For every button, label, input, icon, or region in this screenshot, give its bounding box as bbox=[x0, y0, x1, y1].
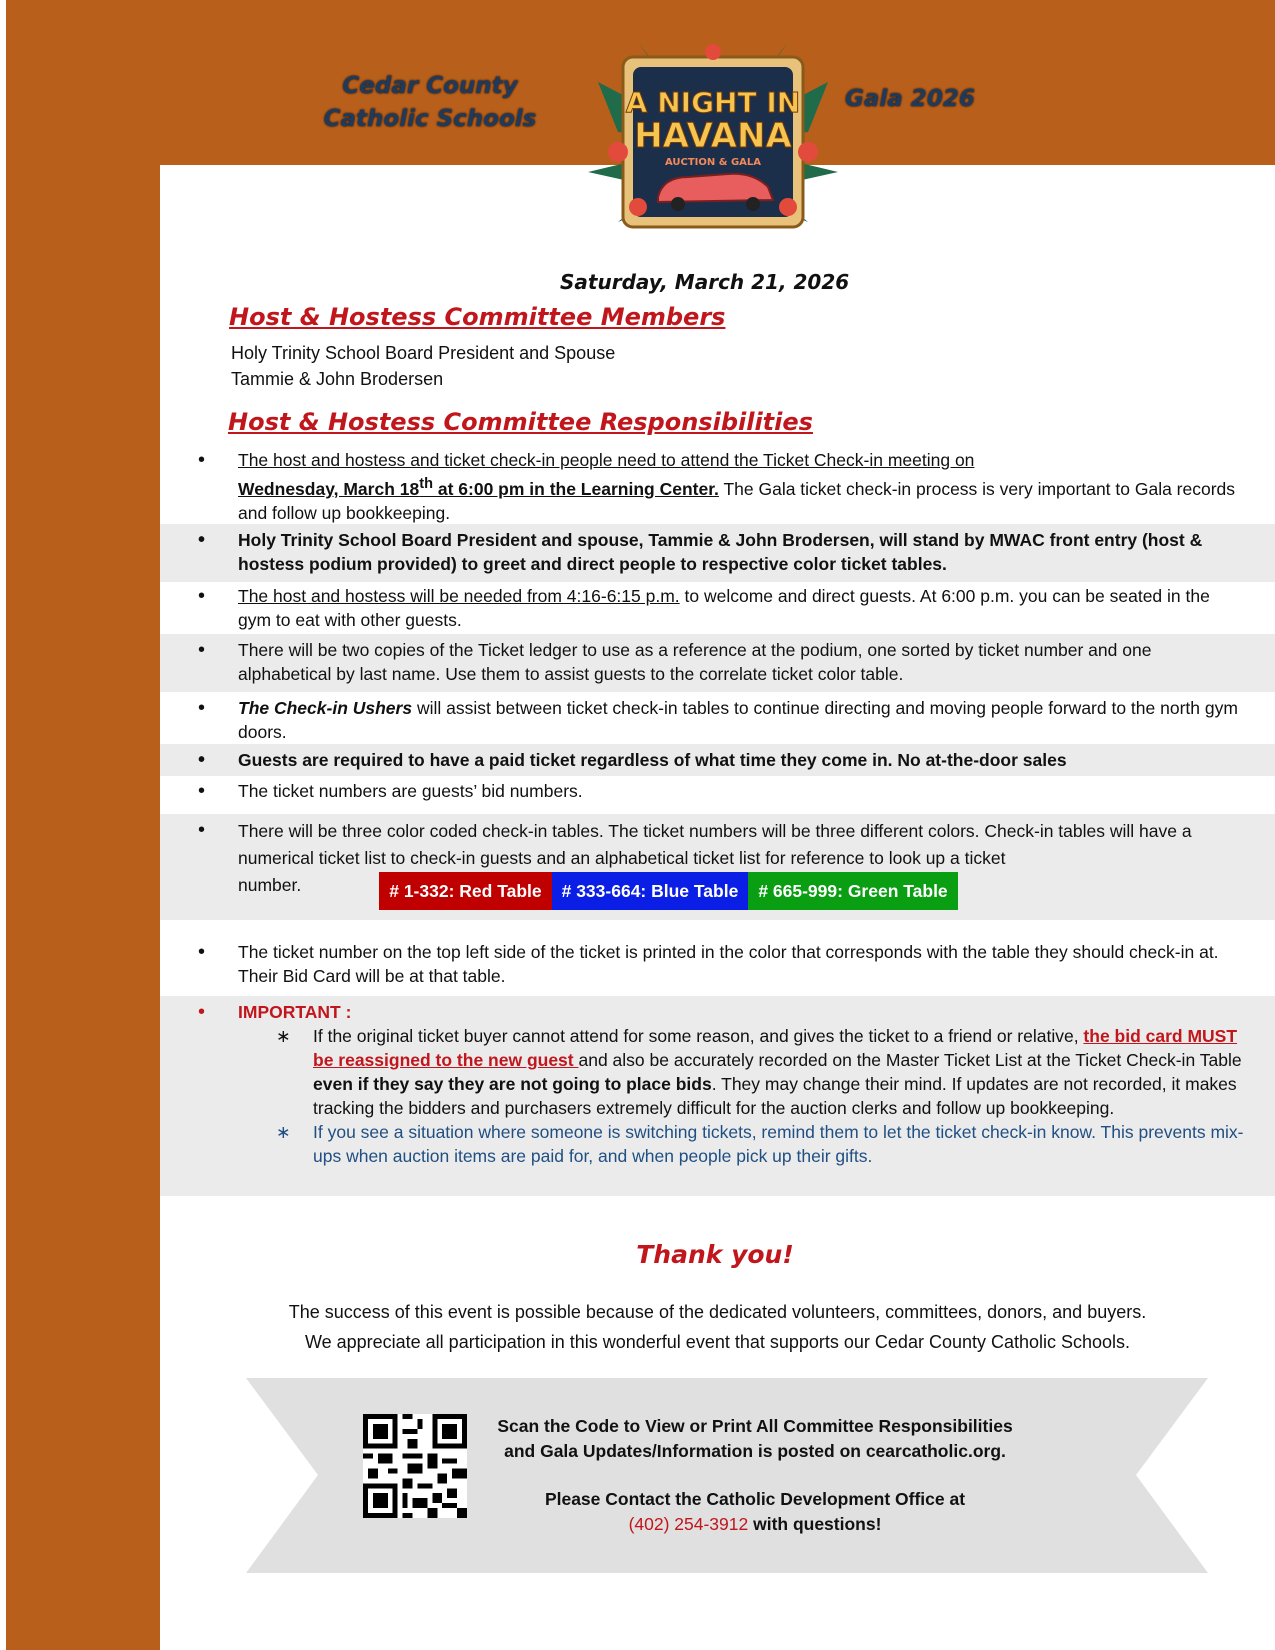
list-item bbox=[160, 779, 1275, 803]
list-item bbox=[160, 696, 1275, 744]
list-item bbox=[160, 744, 1275, 776]
bullet-icon: • bbox=[198, 585, 206, 607]
footer-line: and Gala Updates/Information is posted on cearcatholic.org. bbox=[504, 1441, 1006, 1461]
org-line-2: Catholic Schools bbox=[323, 106, 537, 132]
thank-you-heading: Thank you! bbox=[636, 1240, 794, 1269]
gala-year: Gala 2026 bbox=[845, 86, 975, 112]
footer-line: Please Contact the Catholic Development Office at bbox=[544, 1489, 966, 1509]
list-item bbox=[160, 448, 1275, 525]
sub-item: ∗ If you see a situation where someone is switching tickets, remind them to let the ticket check-in know. This prevents mix-ups when auction items are paid for, and when people pick up their gifts. bbox=[276, 1122, 1244, 1166]
list-item bbox=[160, 524, 1275, 582]
event-date: Saturday, March 21, 2026 bbox=[560, 270, 850, 294]
blue-table-badge: # 333-664: Blue Table bbox=[552, 872, 749, 910]
list-item bbox=[160, 634, 1275, 692]
svg-text:HAVANA: HAVANA bbox=[634, 116, 792, 156]
bullet-icon: • bbox=[198, 819, 206, 841]
members-heading: Host & Hostess Committee Members bbox=[229, 303, 726, 331]
closing-text bbox=[160, 1297, 1275, 1357]
bullet-icon: • bbox=[198, 1001, 206, 1023]
svg-text:AUCTION & GALA: AUCTION & GALA bbox=[664, 157, 762, 168]
item-text: to welcome and direct guests. At 6:00 p.m. you can be seated in the gym to eat with other guests. bbox=[238, 586, 1210, 630]
green-table-badge: # 665-999: Green Table bbox=[748, 872, 957, 910]
closing-line: We appreciate all participation in this wonderful event that supports our Cedar County Catholic Schools. bbox=[304, 1332, 1131, 1352]
responsibilities-heading: Host & Hostess Committee Responsibilities bbox=[228, 408, 813, 436]
important-label: IMPORTANT : bbox=[238, 1002, 352, 1022]
bullet-icon: • bbox=[198, 941, 206, 963]
item-text: The Check-in Ushers bbox=[238, 698, 413, 718]
member-line: Tammie & John Brodersen bbox=[231, 369, 444, 389]
bullet-icon: • bbox=[198, 697, 206, 719]
item-text: The ticket numbers are guests’ bid numbers. bbox=[238, 781, 583, 801]
item-text: The ticket number on the top left side of the ticket is printed in the color that corresponds with the table they should check-in at. Their Bid Card will be at that table. bbox=[238, 942, 1219, 986]
item-text: The Gala ticket check-in process is very important to Gala records and follow up bookkeeping. bbox=[238, 478, 1236, 523]
red-table-badge: # 1-332: Red Table bbox=[379, 872, 551, 910]
item-text: number. bbox=[238, 875, 302, 895]
color-table-legend bbox=[379, 872, 957, 910]
members-list bbox=[231, 340, 615, 392]
closing-line: The success of this event is possible because of the dedicated volunteers, committees, donors, and buyers. bbox=[288, 1302, 1147, 1322]
footer-line: (402) 254-3912 with questions! bbox=[628, 1514, 882, 1534]
phone-number: (402) 254-3912 bbox=[628, 1514, 749, 1534]
member-line: Holy Trinity School Board President and Spouse bbox=[231, 343, 616, 363]
list-item bbox=[160, 814, 1275, 920]
item-text: The host and hostess will be needed from 4:16-6:15 p.m. bbox=[238, 586, 680, 606]
item-text: will assist between ticket check-in tables to continue directing and moving people forward to the north gym doors. bbox=[238, 698, 1238, 742]
bullet-icon: • bbox=[198, 529, 206, 551]
bullet-icon: • bbox=[198, 780, 206, 802]
item-text: Wednesday, March 18th at 6:00 pm in the Learning Center. bbox=[238, 476, 719, 499]
sub-item: ∗ If the original ticket buyer cannot attend for some reason, and gives the ticket to a friend or relative, the bid card MUST be reassigned to the new guest and also be accurately recorded on the Master Ticket List at the Ticket Check-in Table even if they say they are not going to place bids. They may change their mind. If updates are not recorded, it makes tracking the bidders and purchasers extremely difficult for the auction clerks and follow up bookkeeping. bbox=[276, 1026, 1242, 1118]
org-name bbox=[320, 70, 540, 136]
event-logo bbox=[578, 22, 848, 262]
bullet-icon: • bbox=[198, 449, 206, 471]
qr-code-icon bbox=[363, 1414, 467, 1518]
item-text: Guests are required to have a paid ticket regardless of what time they come in. No at-the-door sales bbox=[238, 750, 1067, 770]
item-text: There will be three color coded check-in tables. The ticket numbers will be three different colors. Check-in tables will have a numerical ticket list to check-in guests and an alphabetical ticket list for reference to look up a ticket bbox=[238, 821, 1192, 868]
footer-line: Scan the Code to View or Print All Committee Responsibilities bbox=[497, 1416, 1013, 1436]
important-item bbox=[160, 996, 1275, 1196]
org-line-1: Cedar County bbox=[342, 73, 518, 99]
bullet-icon: • bbox=[198, 639, 206, 661]
list-item bbox=[160, 584, 1275, 632]
item-text: The host and hostess and ticket check-in people need to attend the Ticket Check-in meeting on bbox=[238, 450, 975, 470]
item-text: There will be two copies of the Ticket ledger to use as a reference at the podium, one sorted by ticket number and one alphabetical by last name. Use them to assist guests to the correlate ticket color table. bbox=[238, 640, 1152, 684]
item-text: Holy Trinity School Board President and spouse, Tammie & John Brodersen, will stand by MWAC front entry (host & hostess podium provided) to greet and direct people to respective color ticket tables. bbox=[238, 530, 1203, 574]
bullet-icon: • bbox=[198, 749, 206, 771]
asterisk-icon: ∗ bbox=[276, 1026, 291, 1046]
footer-text bbox=[460, 1414, 1050, 1537]
side-banner bbox=[6, 0, 160, 1650]
list-item bbox=[160, 940, 1275, 988]
asterisk-icon: ∗ bbox=[276, 1122, 291, 1142]
svg-text:A NIGHT IN: A NIGHT IN bbox=[625, 86, 801, 119]
